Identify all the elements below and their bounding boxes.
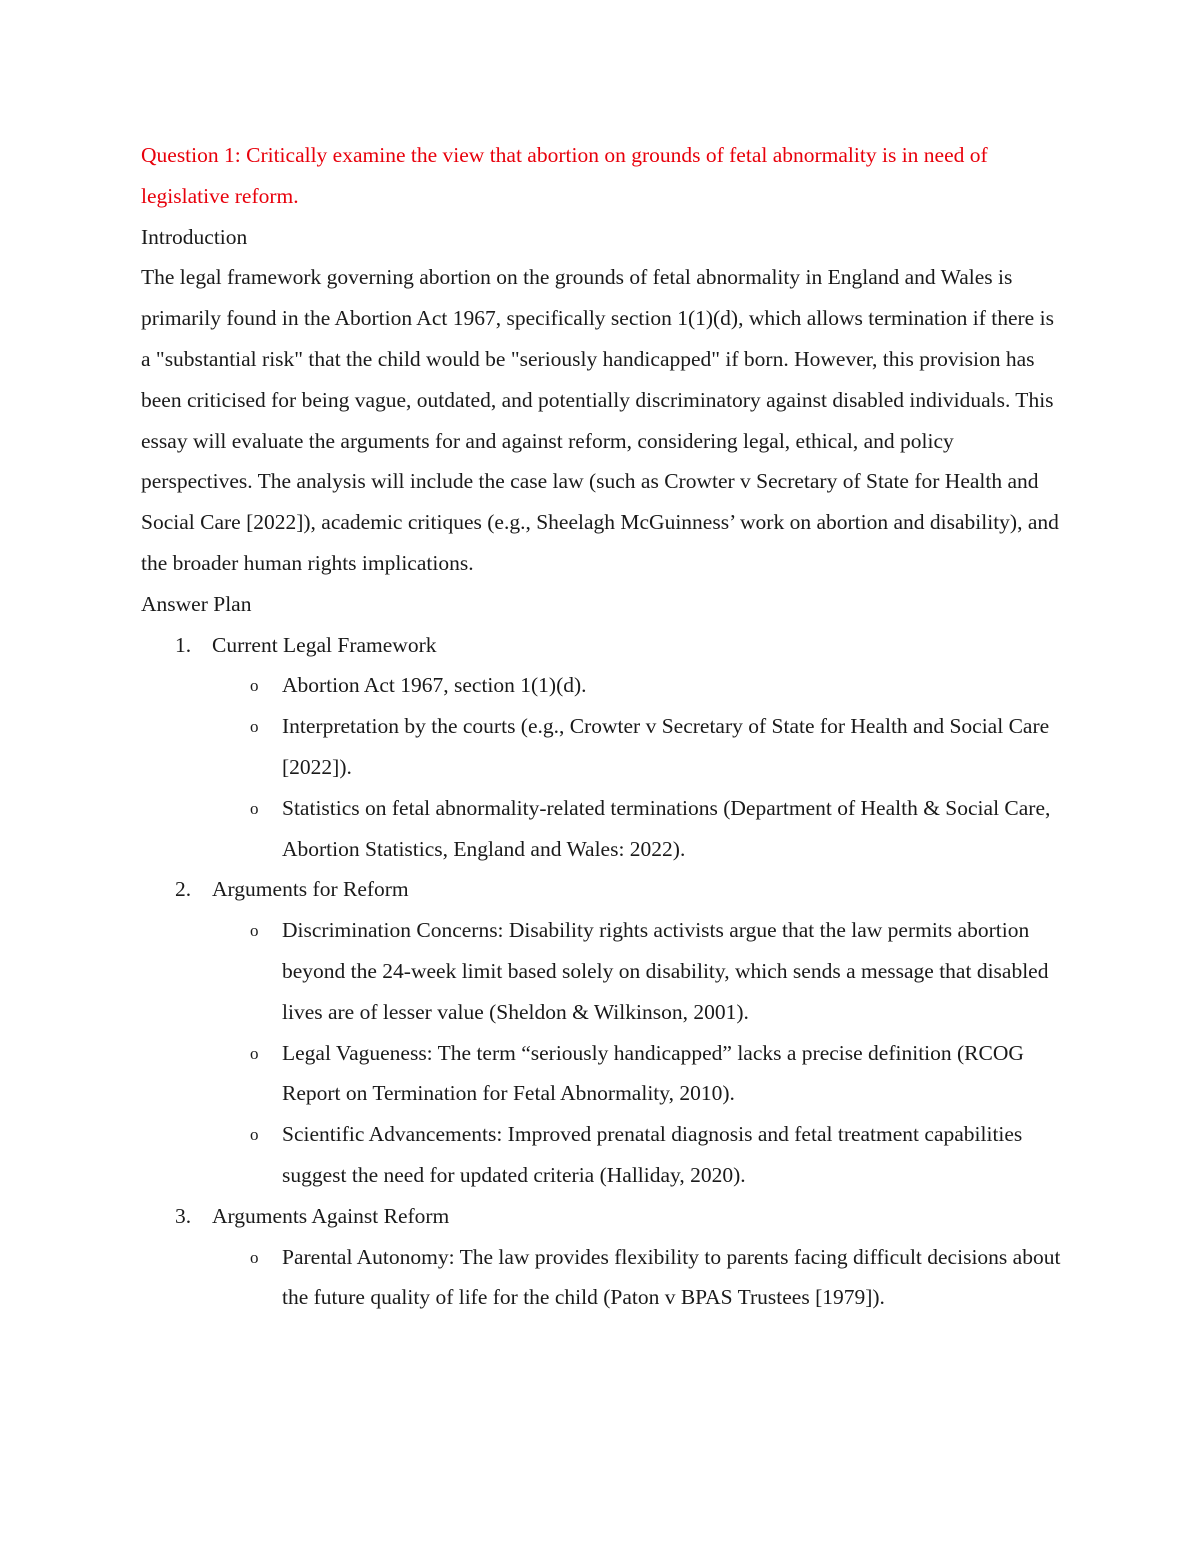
document-page <box>141 135 1061 1318</box>
plan-section <box>141 625 1061 870</box>
bullet-icon: o <box>250 1125 259 1145</box>
plan-point-list <box>212 1237 1061 1319</box>
plan-section <box>141 1196 1061 1318</box>
plan-point <box>212 788 1061 870</box>
plan-point <box>212 665 1061 706</box>
plan-point-text: Discrimination Concerns: Disability rights activists argue that the law permits abortion beyond the 24-week limit based solely on disability, which sends a message that disabled lives are of lesser value (Sheldon & Wilkinson, 2001). <box>282 918 1049 1024</box>
answer-plan-heading: Answer Plan <box>141 591 252 616</box>
bullet-icon: o <box>250 1247 259 1267</box>
bullet-icon: o <box>250 717 259 737</box>
plan-point-text: Parental Autonomy: The law provides flexibility to parents facing difficult decisions about the future quality of life for the child (Paton v BPAS Trustees [1979]). <box>282 1244 1061 1310</box>
introduction-heading: Introduction <box>141 224 248 249</box>
plan-section-title: Arguments Against Reform <box>212 1203 450 1228</box>
bullet-icon: o <box>250 798 259 818</box>
plan-point-text: Abortion Act 1967, section 1(1)(d). <box>282 673 587 698</box>
plan-section-number: 3. <box>175 1203 192 1228</box>
plan-point <box>212 706 1061 788</box>
plan-section-number: 1. <box>175 632 192 657</box>
plan-point-text: Legal Vagueness: The term “seriously handicapped” lacks a precise definition (RCOG Report on Termination for Fetal Abnormality, 2010). <box>282 1040 1024 1106</box>
plan-section-number: 2. <box>175 877 192 902</box>
bullet-icon: o <box>250 921 259 941</box>
bullet-icon: o <box>250 676 259 696</box>
bullet-icon: o <box>250 1043 259 1063</box>
plan-point <box>212 1114 1061 1196</box>
plan-point <box>212 1237 1061 1319</box>
introduction-paragraph: The legal framework governing abortion on the grounds of fetal abnormality in England and Wales is primarily found in the Abortion Act 1967, specifically section 1(1)(d), which allows termination if there is a "substantial risk" that the child would be "seriously handicapped" if born. However, this provision has been criticised for being vague, outdated, and potentially discriminatory against disabled individuals. This essay will evaluate the arguments for and against reform, considering legal, ethical, and policy perspectives. The analysis will include the case law (such as Crowter v Secretary of State for Health and Social Care [2022]), academic critiques (e.g., Sheelagh McGuinness’ work on abortion and disability), and the broader human rights implications. <box>141 265 1059 575</box>
plan-point-text: Scientific Advancements: Improved prenatal diagnosis and fetal treatment capabilities suggest the need for updated criteria (Halliday, 2020). <box>282 1122 1023 1187</box>
plan-section-title: Current Legal Framework <box>212 632 437 657</box>
plan-point-text: Statistics on fetal abnormality-related terminations (Department of Health & Social Care, Abortion Statistics, England and Wales: 2022). <box>282 795 1051 861</box>
answer-plan-list <box>141 625 1061 1319</box>
plan-point-list <box>212 665 1061 869</box>
plan-point <box>212 910 1061 1032</box>
plan-section-title: Arguments for Reform <box>212 877 409 902</box>
plan-point-text: Interpretation by the courts (e.g., Crowter v Secretary of State for Health and Social Care [2022]). <box>282 714 1050 779</box>
question-title: Question 1: Critically examine the view that abortion on grounds of fetal abnormality is in need of legislative reform. <box>141 143 988 208</box>
plan-point-list <box>212 910 1061 1196</box>
plan-point <box>212 1033 1061 1115</box>
plan-section <box>141 869 1061 1195</box>
